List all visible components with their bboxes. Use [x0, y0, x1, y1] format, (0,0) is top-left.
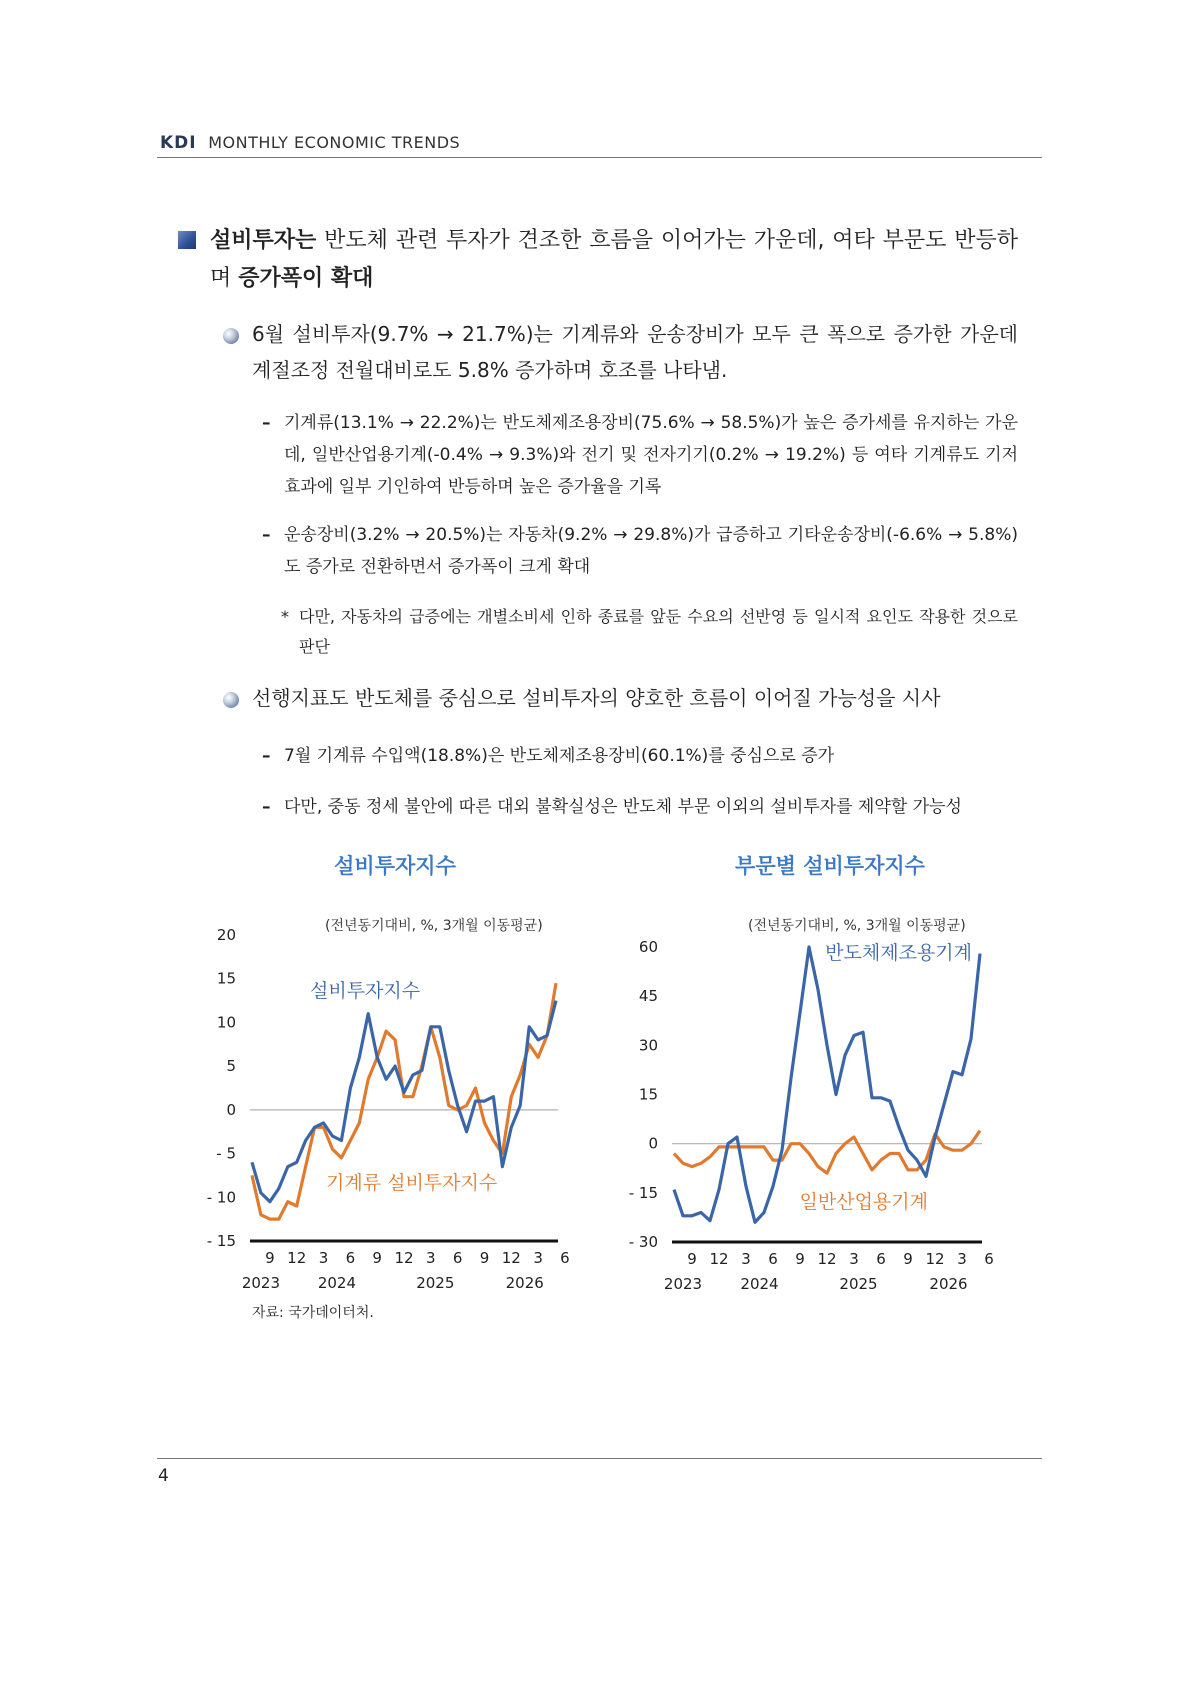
x-tick-label: 12: [817, 1250, 837, 1268]
bullet-1-text: 6월 설비투자(9.7% → 21.7%)는 기계류와 운송장비가 모두 큰 폭으로 증가한 가운데 계절조정 전월대비로도 5.8% 증가하며 호조를 나타냄.: [252, 322, 1018, 382]
x-tick-label: 12: [925, 1250, 945, 1268]
sub-bullet-uncertainty: 다만, 중동 정세 불안에 따른 대외 불확실성은 반도체 부문 이외의 설비투자를 제약할 가능성: [284, 797, 962, 817]
y-tick-label: 15: [638, 1085, 658, 1104]
x-year-label: 2025: [839, 1275, 878, 1293]
y-tick-label: 20: [216, 926, 236, 944]
bullet-2-text: 선행지표도 반도체를 중심으로 설비투자의 양호한 흐름이 이어질 가능성을 시사: [252, 686, 941, 710]
y-tick-label: 10: [216, 1013, 236, 1032]
heading-text: 반도체 관련 투자가 견조한 흐름을 이어가는 가운데, 여타 부문도 반등하며: [210, 228, 1018, 291]
x-tick-label: 6: [345, 1249, 356, 1267]
x-year-label: 2026: [505, 1274, 544, 1292]
x-tick-label: 12: [709, 1250, 729, 1268]
dash-marker: –: [262, 525, 271, 545]
x-year-label: 2026: [929, 1275, 968, 1293]
x-tick-label: 3: [741, 1250, 751, 1268]
x-tick-label: 6: [560, 1249, 570, 1267]
dash-marker: –: [262, 797, 271, 817]
series-label: 일반산업용기계: [799, 1191, 928, 1213]
y-tick-label: - 15: [206, 1232, 236, 1250]
x-tick-label: 6: [876, 1250, 886, 1268]
y-tick-label: - 30: [628, 1233, 658, 1251]
header-rule: [157, 157, 1042, 158]
y-tick-label: 15: [216, 969, 236, 988]
x-tick-label: 3: [533, 1249, 543, 1267]
x-tick-label: 12: [287, 1249, 307, 1267]
y-tick-label: 60: [638, 938, 658, 956]
bullet-ball-icon: [223, 328, 239, 344]
dash-marker: –: [262, 413, 271, 433]
series-label: 기계류 설비투자지수: [326, 1172, 498, 1194]
x-tick-label: 9: [265, 1249, 275, 1267]
x-tick-label: 6: [984, 1250, 994, 1268]
x-tick-label: 9: [687, 1250, 697, 1268]
footer-rule: [157, 1458, 1042, 1459]
y-tick-label: 0: [226, 1100, 236, 1119]
x-year-label: 2025: [416, 1274, 455, 1292]
section-heading: [210, 222, 1018, 298]
sub-bullet-transport: 운송장비(3.2% → 20.5%)는 자동차(9.2% → 29.8%)가 급증하고 기타운송장비(-6.6% → 5.8%)도 증가로 전환하면서 증가폭이 크게 확대: [284, 525, 1018, 577]
chart-1-title: 설비투자지수: [334, 854, 456, 878]
x-tick-label: 3: [426, 1249, 436, 1267]
y-tick-label: 5: [226, 1057, 236, 1076]
y-tick-label: 45: [638, 987, 658, 1006]
x-tick-label: 3: [849, 1250, 859, 1268]
y-tick-label: - 10: [206, 1188, 236, 1207]
chart-investment-index: [200, 925, 580, 1295]
heading-bold-conclusion: 증가폭이 확대: [238, 266, 374, 291]
chart-2-unit: (전년동기대비, %, 3개월 이동평균): [748, 918, 966, 934]
x-tick-label: 12: [394, 1249, 414, 1267]
x-year-label: 2024: [317, 1274, 357, 1292]
note-auto-surge: 다만, 자동차의 급증에는 개별소비세 인하 종료를 앞둔 수요의 선반영 등 일시적 요인도 작용한 것으로 판단: [299, 607, 1018, 656]
header-title: MONTHLY ECONOMIC TRENDS: [208, 133, 461, 152]
series-label: 설비투자지수: [310, 980, 421, 1002]
series-label: 반도체제조용기계: [825, 942, 972, 964]
dash-marker: –: [262, 746, 271, 766]
x-year-label: 2023: [241, 1274, 281, 1292]
heading-bold-subject: 설비투자는: [210, 228, 317, 253]
page-number: 4: [158, 1466, 169, 1486]
y-tick-label: - 15: [628, 1183, 658, 1202]
chart-1-unit: (전년동기대비, %, 3개월 이동평균): [325, 918, 543, 934]
x-tick-label: 9: [903, 1250, 913, 1268]
y-tick-label: 30: [638, 1036, 658, 1055]
x-tick-label: 9: [795, 1250, 805, 1268]
sub-bullet-imports: 7월 기계류 수입액(18.8%)은 반도체제조용장비(60.1%)를 중심으로 증가: [284, 746, 835, 766]
sub-bullet-machinery: 기계류(13.1% → 22.2%)는 반도체제조용장비(75.6% → 58.5%)가 높은 증가세를 유지하는 가운데, 일반산업용기계(-0.4% → 9.3%)와 전기 및 전자기기(0.2% → 19.2%) 등 여타 기계류도 기저효과에 일부 기인하여 반등하며 높은 증가율을 기록: [284, 413, 1018, 497]
x-tick-label: 6: [768, 1250, 778, 1268]
kdi-logo: KDI: [160, 133, 197, 153]
x-tick-label: 12: [501, 1249, 521, 1267]
x-year-label: 2023: [663, 1275, 703, 1293]
chart-sector-investment-index: [620, 925, 1005, 1295]
y-tick-label: - 5: [216, 1144, 236, 1163]
x-year-label: 2024: [740, 1275, 779, 1293]
x-tick-label: 9: [372, 1249, 382, 1267]
asterisk-marker: *: [281, 607, 289, 626]
chart-2-title: 부문별 설비투자지수: [735, 854, 925, 878]
x-tick-label: 3: [318, 1249, 329, 1267]
x-tick-label: 3: [957, 1250, 967, 1268]
running-header: [160, 133, 460, 153]
bullet-ball-icon: [223, 692, 239, 708]
x-tick-label: 9: [479, 1249, 490, 1267]
x-tick-label: 6: [452, 1249, 463, 1267]
square-bullet-icon: [178, 231, 196, 249]
y-tick-label: 0: [648, 1134, 658, 1153]
series-line: [674, 947, 980, 1222]
source-note: 자료: 국가데이터처.: [252, 1305, 374, 1321]
